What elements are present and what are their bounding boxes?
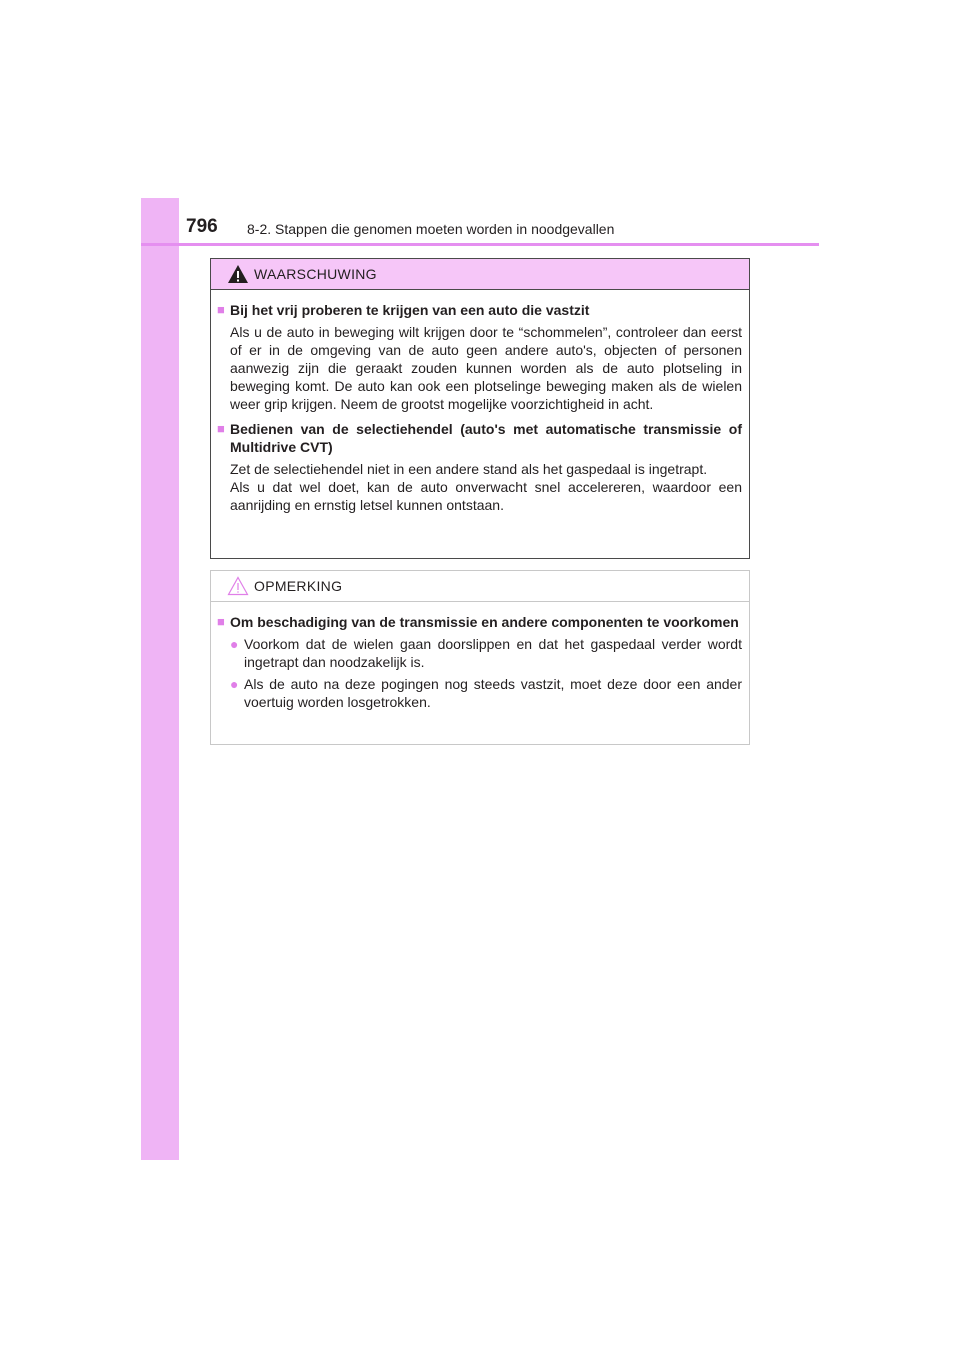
page-number: 796: [186, 216, 218, 237]
circle-bullet-icon: ●: [230, 676, 239, 692]
circle-bullet-icon: ●: [230, 636, 239, 652]
square-bullet-icon: ■: [217, 614, 225, 629]
square-bullet-icon: ■: [217, 421, 225, 436]
warning-triangle-outline-icon: [227, 576, 249, 596]
warning-item-text: Zet de selectiehendel niet in een andere stand als het gaspedaal is ingetrapt.: [230, 461, 708, 477]
warning-item-title: ■ Bij het vrij proberen te krijgen van een auto die vastzit: [217, 302, 590, 318]
side-tab-bar: [141, 198, 179, 1160]
notice-header: [211, 571, 749, 602]
warning-label: WAARSCHUWING: [254, 266, 377, 282]
list-item: ● Voorkom dat de wielen gaan doorslippen en dat het gaspedaal verder wordt ingetrapt dan noodzakelijk is.: [230, 636, 742, 670]
warning-header: [211, 259, 749, 290]
warning-box: [210, 258, 750, 559]
notice-box: [210, 570, 750, 745]
warning-item-title: ■ Bedienen van de selectiehendel (auto's met automatische transmissie of Multidrive CVT): [217, 421, 742, 455]
warning-body: [211, 290, 749, 514]
warning-item-text: Als u dat wel doet, kan de auto onverwacht snel accelereren, waardoor een aanrijding en ernstig letsel kunnen ontstaan.: [230, 479, 742, 513]
warning-triangle-filled-icon: [227, 264, 249, 284]
notice-item-title: ■ Om beschadiging van de transmissie en andere componenten te voorkomen: [217, 614, 739, 630]
warning-item-text: Als u de auto in beweging wilt krijgen door te “schommelen”, controleer dan eerst of er in de omgeving van de auto geen andere auto's, objecten of personen aanwezig zijn die geraakt zouden kunnen worden als de auto plotseling in beweging komt. De auto kan ook een plotselinge beweging maken als de wielen weer grip krijgen. Neem de grootst mogelijke voorzichtigheid in acht.: [230, 324, 742, 412]
list-item: ● Als de auto na deze pogingen nog steeds vastzit, moet deze door een ander voertuig worden losgetrokken.: [230, 676, 742, 710]
notice-body: [211, 602, 749, 711]
notice-label: OPMERKING: [254, 578, 343, 594]
section-title: 8-2. Stappen die genomen moeten worden in noodgevallen: [247, 221, 615, 237]
header-rule: [141, 243, 819, 246]
square-bullet-icon: ■: [217, 302, 225, 317]
